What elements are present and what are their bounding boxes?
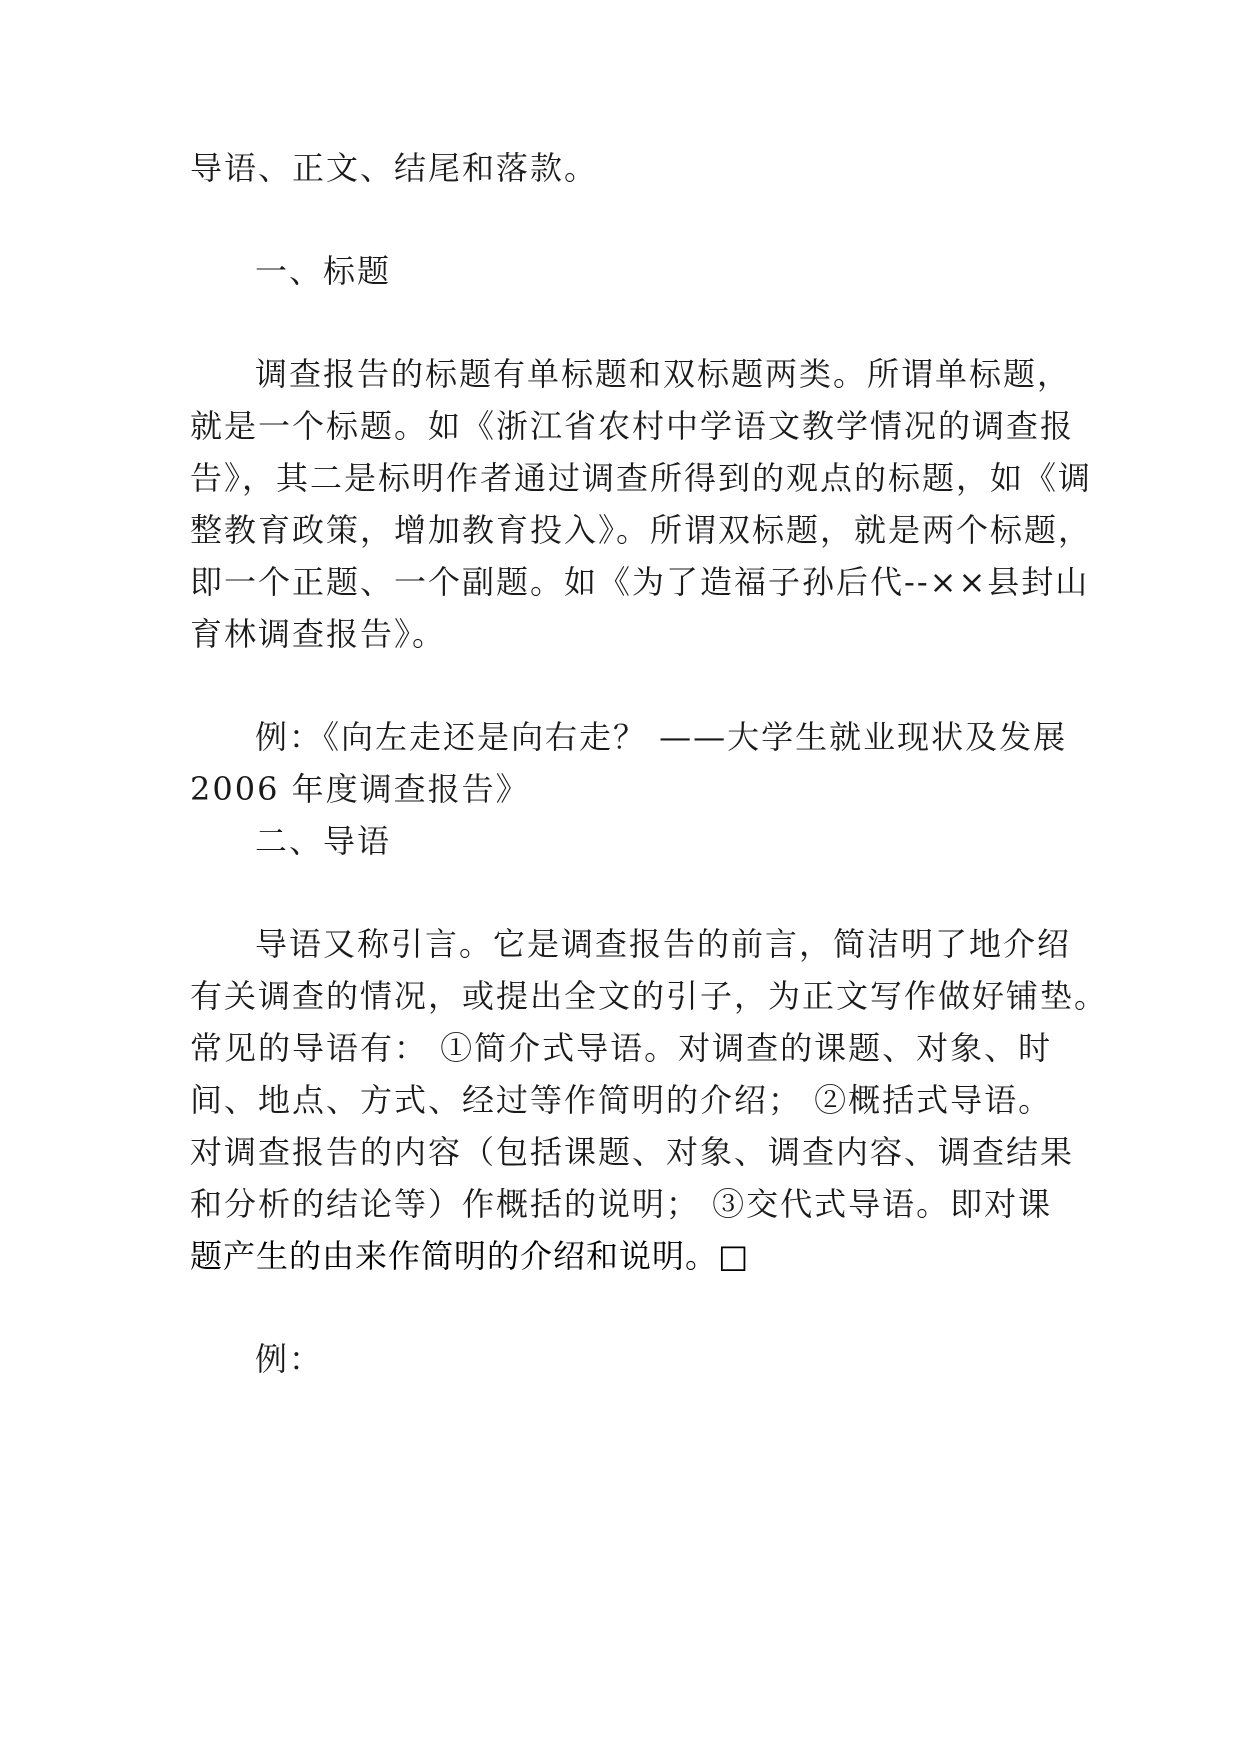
paragraph-line: 即一个正题、一个副题。如《为了造福子孙后代--××县封山 — [190, 563, 1090, 601]
paragraph-line: 导语、正文、结尾和落款。 — [190, 149, 599, 187]
paragraph-line: 对调查报告的内容（包括课题、对象、调查内容、调查结果 — [190, 1133, 1075, 1171]
paragraph-line: 常见的导语有： ①简介式导语。对调查的课题、对象、时 — [190, 1029, 1053, 1067]
example-line: 2006 年度调查报告》 — [190, 770, 530, 808]
paragraph-line: 调查报告的标题有单标题和双标题两类。所谓单标题， — [255, 355, 1072, 393]
paragraph-line: 题产生的由来作简明的介绍和说明。□ — [190, 1237, 750, 1275]
paragraph-line: 间、地点、方式、经过等作简明的介绍； ②概括式导语。 — [190, 1081, 1053, 1119]
example-line: 例： — [255, 1340, 324, 1378]
paragraph-line: 就是一个标题。如《浙江省农村中学语文教学情况的调查报 — [190, 407, 1075, 445]
section-heading-title: 一、标题 — [255, 252, 392, 290]
example-line: 例：《向左走还是向右走？ ——大学生就业现状及发展 — [255, 718, 1068, 756]
paragraph-line: 有关调查的情况，或提出全文的引子，为正文写作做好铺垫。 — [190, 977, 1109, 1015]
paragraph-line: 整教育政策，增加教育投入》。所谓双标题，就是两个标题， — [190, 511, 1093, 549]
section-heading-intro: 二、导语 — [255, 822, 392, 860]
paragraph-line: 和分析的结论等）作概括的说明； ③交代式导语。即对课 — [190, 1185, 1053, 1223]
paragraph-line: 告》，其二是标明作者通过调查所得到的观点的标题，如《调 — [190, 459, 1093, 497]
paragraph-line: 导语又称引言。它是调查报告的前言，简洁明了地介绍 — [255, 925, 1072, 963]
paragraph-line: 育林调查报告》。 — [190, 615, 447, 653]
